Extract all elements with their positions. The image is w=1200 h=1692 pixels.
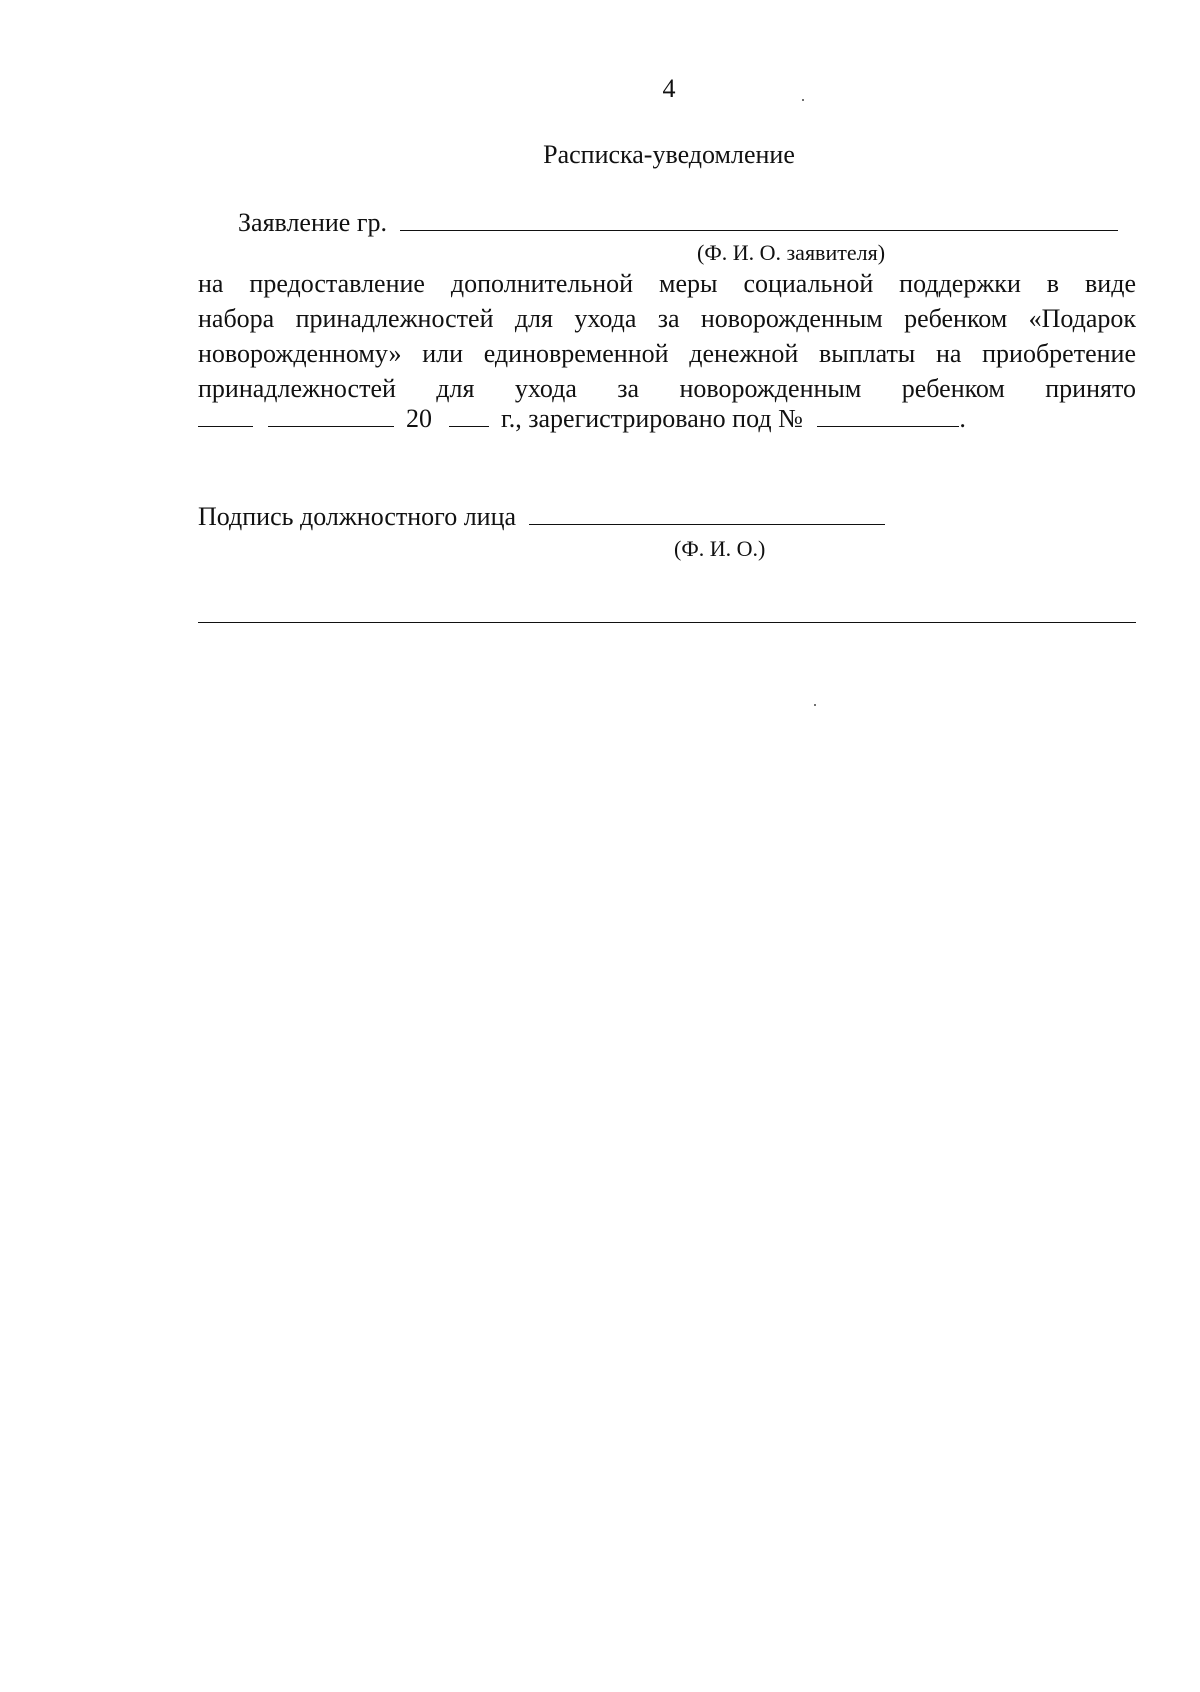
signature-label: Подпись должностного лица [198,502,517,531]
statement-row [238,208,1118,238]
date-registration-row [198,404,966,434]
day-field [198,404,253,427]
body-line: набора принадлежностей для ухода за новорожденным ребенком «Подарок [198,304,1136,333]
applicant-name-caption: (Ф. И. О. заявителя) [697,240,886,265]
body-line: принадлежностей для ухода за новорожденным ребенком принято [198,374,1136,403]
signature-field [529,502,885,525]
month-field [268,404,394,427]
signature-caption: (Ф. И. О.) [674,536,766,561]
body-line: на предоставление дополнительной меры социальной поддержки в виде [198,269,1136,298]
end-period: . [959,404,966,433]
statement-prefix: Заявление гр. [238,208,388,237]
document-title: Расписка-уведомление [543,140,795,169]
scan-speck [814,704,816,706]
body-line: новорожденному» или единовременной денежной выплаты на приобретение [198,339,1136,368]
year-field [449,404,489,427]
signature-row [198,502,885,532]
scan-speck [802,99,804,101]
separator-line [198,622,1136,623]
applicant-name-field [400,208,1118,231]
registration-number-field [817,404,959,427]
year-prefix: 20 [406,404,432,433]
page-number: 4 [662,74,676,103]
body-paragraph [198,266,1136,406]
registration-text: г., зарегистрировано под № [501,404,803,433]
